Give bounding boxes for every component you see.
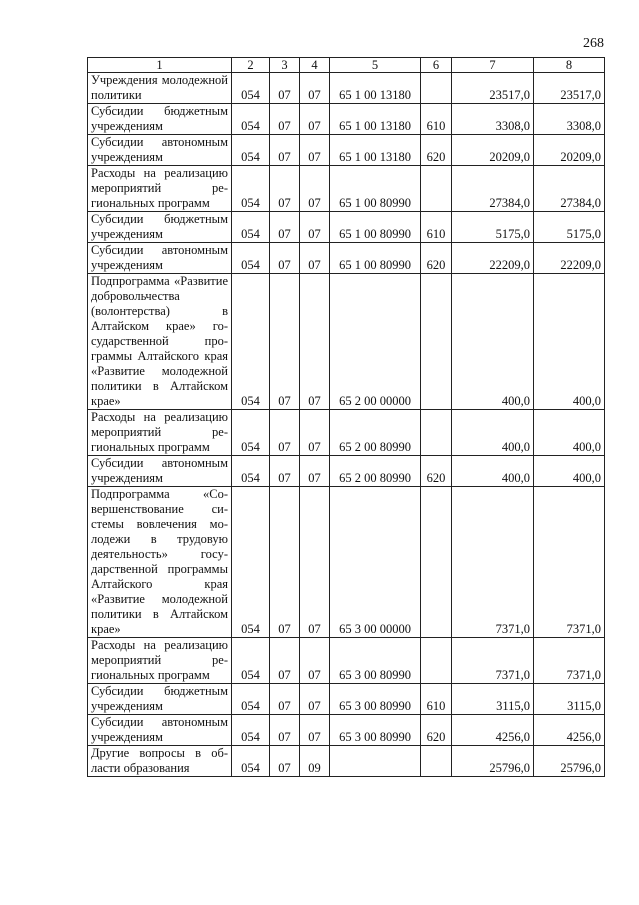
amount-col7: 7371,0: [452, 638, 534, 684]
amount-col7: 22209,0: [452, 243, 534, 274]
expense-type-code: 610: [421, 104, 452, 135]
row-description: Подпрограмма «Совершенствование системы вовлечения молодежи в трудовую деятельность» государственной программы Алтайского края «Развитие молодежной политики в Алтайском крае»: [88, 487, 232, 638]
row-description: Субсидии автономным учреждениям: [88, 243, 232, 274]
expense-type-code: 620: [421, 243, 452, 274]
row-description: Подпрограмма «Развитие добровольчества (волонтерства) в Алтайском крае» государственной программы Алтайского края «Развитие молодежной политики в Алтайском крае»: [88, 274, 232, 410]
table-row: [88, 638, 605, 684]
table-header: [88, 58, 605, 73]
ministry-code: 054: [232, 746, 270, 777]
subsection-code: 07: [300, 212, 330, 243]
column-header: 4: [300, 58, 330, 73]
amount-col7: 4256,0: [452, 715, 534, 746]
table-row: [88, 684, 605, 715]
ministry-code: 054: [232, 410, 270, 456]
subsection-code: 07: [300, 73, 330, 104]
subsection-code: 07: [300, 104, 330, 135]
expense-type-code: [421, 73, 452, 104]
expense-type-code: [421, 166, 452, 212]
target-article-code: 65 1 00 13180: [330, 104, 421, 135]
section-code: 07: [270, 456, 300, 487]
row-description: Расходы на реализацию мероприятий региональных программ: [88, 166, 232, 212]
expense-type-code: 610: [421, 684, 452, 715]
section-code: 07: [270, 104, 300, 135]
ministry-code: 054: [232, 212, 270, 243]
amount-col8: 22209,0: [534, 243, 605, 274]
amount-col7: 3115,0: [452, 684, 534, 715]
table-row: [88, 274, 605, 410]
target-article-code: 65 3 00 00000: [330, 487, 421, 638]
ministry-code: 054: [232, 487, 270, 638]
amount-col7: 400,0: [452, 410, 534, 456]
section-code: 07: [270, 166, 300, 212]
expense-type-code: [421, 638, 452, 684]
table-row: [88, 212, 605, 243]
ministry-code: 054: [232, 243, 270, 274]
row-description: Субсидии автономным учреждениям: [88, 715, 232, 746]
section-code: 07: [270, 410, 300, 456]
section-code: 07: [270, 135, 300, 166]
amount-col8: 5175,0: [534, 212, 605, 243]
expense-type-code: [421, 487, 452, 638]
target-article-code: 65 2 00 00000: [330, 274, 421, 410]
subsection-code: 07: [300, 274, 330, 410]
ministry-code: 054: [232, 104, 270, 135]
amount-col8: 27384,0: [534, 166, 605, 212]
target-article-code: [330, 746, 421, 777]
amount-col7: 7371,0: [452, 487, 534, 638]
row-description: Субсидии автономным учреждениям: [88, 135, 232, 166]
ministry-code: 054: [232, 274, 270, 410]
table-row: [88, 166, 605, 212]
amount-col8: 7371,0: [534, 638, 605, 684]
row-description: Субсидии бюджетным учреждениям: [88, 104, 232, 135]
subsection-code: 07: [300, 243, 330, 274]
expense-type-code: 620: [421, 456, 452, 487]
subsection-code: 07: [300, 684, 330, 715]
column-header: 5: [330, 58, 421, 73]
table-row: [88, 715, 605, 746]
table-row: [88, 456, 605, 487]
section-code: 07: [270, 684, 300, 715]
subsection-code: 07: [300, 487, 330, 638]
expense-type-code: [421, 274, 452, 410]
amount-col7: 5175,0: [452, 212, 534, 243]
amount-col8: 7371,0: [534, 487, 605, 638]
target-article-code: 65 1 00 13180: [330, 135, 421, 166]
amount-col8: 20209,0: [534, 135, 605, 166]
target-article-code: 65 3 00 80990: [330, 638, 421, 684]
table-row: [88, 410, 605, 456]
amount-col7: 20209,0: [452, 135, 534, 166]
expense-type-code: 610: [421, 212, 452, 243]
amount-col7: 23517,0: [452, 73, 534, 104]
row-description: Субсидии бюджетным учреждениям: [88, 212, 232, 243]
amount-col8: 23517,0: [534, 73, 605, 104]
column-header: 2: [232, 58, 270, 73]
subsection-code: 07: [300, 135, 330, 166]
row-description: Расходы на реализацию мероприятий региональных программ: [88, 410, 232, 456]
ministry-code: 054: [232, 638, 270, 684]
budget-table: [87, 57, 605, 777]
table-row: [88, 135, 605, 166]
subsection-code: 07: [300, 715, 330, 746]
section-code: 07: [270, 715, 300, 746]
table-row: [88, 104, 605, 135]
amount-col7: 400,0: [452, 456, 534, 487]
amount-col7: 27384,0: [452, 166, 534, 212]
row-description: Расходы на реализацию мероприятий региональных программ: [88, 638, 232, 684]
expense-type-code: [421, 746, 452, 777]
table-body: [88, 73, 605, 777]
subsection-code: 07: [300, 638, 330, 684]
table-row: [88, 746, 605, 777]
ministry-code: 054: [232, 135, 270, 166]
amount-col8: 400,0: [534, 274, 605, 410]
target-article-code: 65 2 00 80990: [330, 456, 421, 487]
table-row: [88, 73, 605, 104]
subsection-code: 07: [300, 166, 330, 212]
section-code: 07: [270, 746, 300, 777]
target-article-code: 65 1 00 80990: [330, 212, 421, 243]
ministry-code: 054: [232, 456, 270, 487]
row-description: Другие вопросы в области образования: [88, 746, 232, 777]
amount-col8: 3308,0: [534, 104, 605, 135]
section-code: 07: [270, 487, 300, 638]
subsection-code: 09: [300, 746, 330, 777]
target-article-code: 65 3 00 80990: [330, 715, 421, 746]
target-article-code: 65 1 00 80990: [330, 243, 421, 274]
amount-col8: 400,0: [534, 410, 605, 456]
section-code: 07: [270, 274, 300, 410]
column-header: 3: [270, 58, 300, 73]
row-description: Субсидии автономным учреждениям: [88, 456, 232, 487]
ministry-code: 054: [232, 684, 270, 715]
subsection-code: 07: [300, 456, 330, 487]
row-description: Субсидии бюджетным учреждениям: [88, 684, 232, 715]
expense-type-code: [421, 410, 452, 456]
row-description: Учреждения молодежной политики: [88, 73, 232, 104]
ministry-code: 054: [232, 73, 270, 104]
table-row: [88, 487, 605, 638]
page-number: 268: [583, 36, 604, 51]
amount-col7: 25796,0: [452, 746, 534, 777]
amount-col7: 3308,0: [452, 104, 534, 135]
target-article-code: 65 1 00 13180: [330, 73, 421, 104]
ministry-code: 054: [232, 715, 270, 746]
section-code: 07: [270, 73, 300, 104]
amount-col8: 4256,0: [534, 715, 605, 746]
expense-type-code: 620: [421, 135, 452, 166]
column-header: 8: [534, 58, 605, 73]
ministry-code: 054: [232, 166, 270, 212]
amount-col8: 400,0: [534, 456, 605, 487]
table-row: [88, 243, 605, 274]
target-article-code: 65 1 00 80990: [330, 166, 421, 212]
section-code: 07: [270, 243, 300, 274]
amount-col8: 25796,0: [534, 746, 605, 777]
amount-col8: 3115,0: [534, 684, 605, 715]
section-code: 07: [270, 638, 300, 684]
header-row: [88, 58, 605, 73]
column-header: 7: [452, 58, 534, 73]
amount-col7: 400,0: [452, 274, 534, 410]
subsection-code: 07: [300, 410, 330, 456]
column-header: 6: [421, 58, 452, 73]
target-article-code: 65 3 00 80990: [330, 684, 421, 715]
expense-type-code: 620: [421, 715, 452, 746]
section-code: 07: [270, 212, 300, 243]
column-header: 1: [88, 58, 232, 73]
target-article-code: 65 2 00 80990: [330, 410, 421, 456]
